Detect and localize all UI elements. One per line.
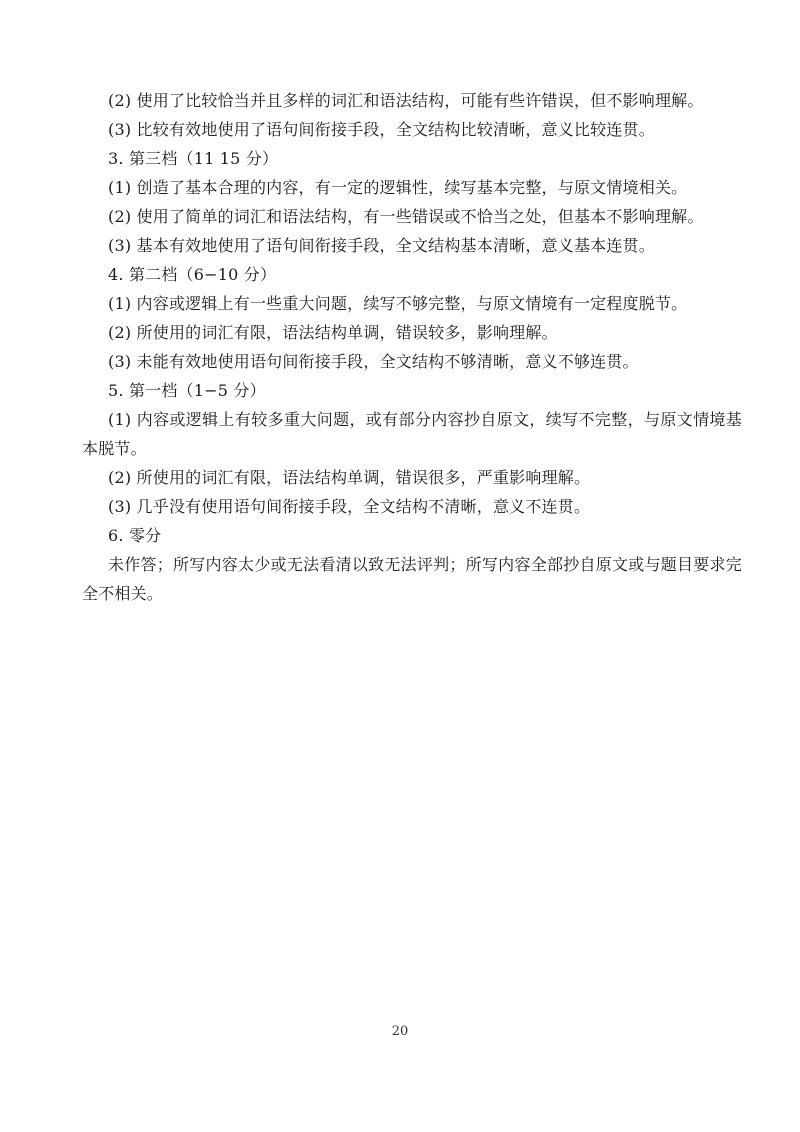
criterion-line: (2) 所使用的词汇有限，语法结构单调，错误较多，影响理解。: [108, 323, 558, 342]
criterion-paragraph: (1) 内容或逻辑上有较多重大问题，或有部分内容抄自原文，续写不完整，与原文情境基本脱节。: [82, 410, 742, 458]
criterion-line: (1) 内容或逻辑上有一些重大问题，续写不够完整，与原文情境有一定程度脱节。: [108, 294, 688, 313]
criterion-line: (2) 所使用的词汇有限，语法结构单调，错误很多，严重影响理解。: [108, 468, 591, 487]
criterion-line: (3) 基本有效地使用了语句间衔接手段，全文结构基本清晰，意义基本连贯。: [108, 236, 655, 255]
section-heading: 4. 第二档（6−10 分）: [108, 265, 277, 284]
page-number: 20: [391, 1024, 409, 1039]
criterion-line: (3) 未能有效地使用语句间衔接手段，全文结构不够清晰，意义不够连贯。: [108, 352, 639, 371]
section-heading: 3. 第三档（11 15 分）: [108, 149, 279, 168]
criterion-line: (2) 使用了比较恰当并且多样的词汇和语法结构，可能有些许错误，但不影响理解。: [108, 91, 704, 110]
criterion-line: (3) 几乎没有使用语句间衔接手段，全文结构不清晰，意义不连贯。: [108, 497, 591, 516]
criterion-line: (2) 使用了简单的词汇和语法结构，有一些错误或不恰当之处，但基本不影响理解。: [108, 207, 704, 226]
criterion-line: (1) 创造了基本合理的内容，有一定的逻辑性，续写基本完整，与原文情境相关。: [108, 178, 688, 197]
document-body: [82, 86, 742, 608]
section-heading: 5. 第一档（1−5 分）: [108, 381, 266, 400]
section-heading: 6. 零分: [108, 526, 162, 545]
criterion-line: (3) 比较有效地使用了语句间衔接手段，全文结构比较清晰，意义比较连贯。: [108, 120, 655, 139]
criterion-paragraph: 未作答；所写内容太少或无法看清以致无法评判；所写内容全部抄自原文或与题目要求完全不相关。: [82, 555, 742, 603]
